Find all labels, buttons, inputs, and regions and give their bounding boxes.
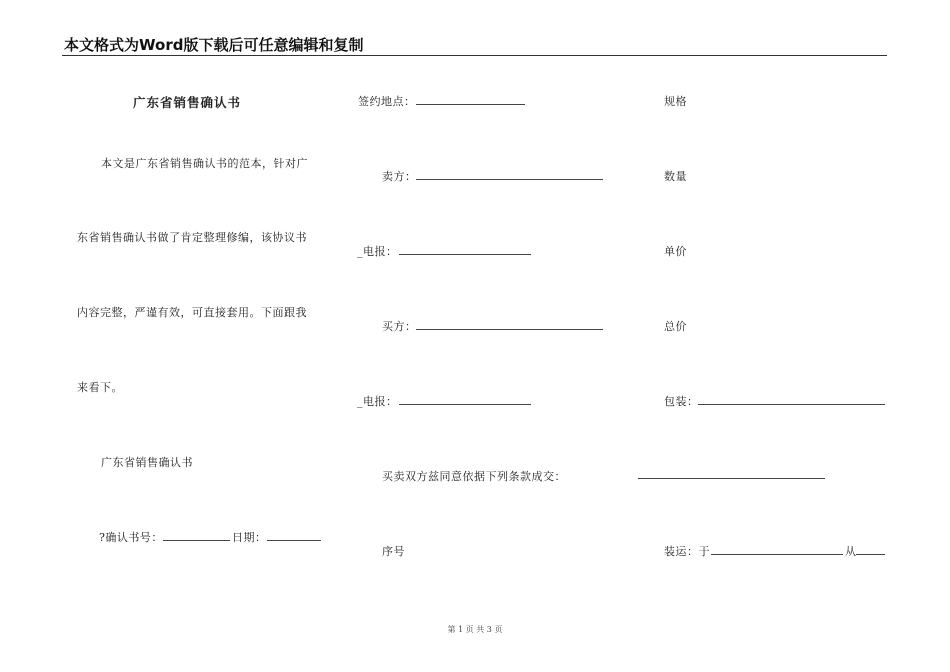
seller-telegram-label: _电报：	[357, 245, 398, 258]
confirm-number-blank	[163, 540, 230, 541]
unit-price-label: 单价	[664, 245, 687, 258]
document-header-title: 本文格式为Word版下载后可任意编辑和复制	[64, 36, 364, 54]
buyer-telegram-label: _电报：	[357, 395, 398, 408]
confirm-number-label: ?确认书号：	[99, 531, 163, 544]
seller-blank	[416, 179, 603, 180]
packing-label: 包装：	[664, 395, 699, 408]
quantity-label: 数量	[664, 170, 687, 183]
buyer-blank	[416, 329, 603, 330]
buyer-telegram-blank	[399, 404, 531, 405]
header-divider	[62, 55, 887, 56]
intro-line-4: 来看下。	[77, 381, 123, 394]
total-price-label: 总价	[664, 320, 687, 333]
intro-line-1: 本文是广东省销售确认书的范本，针对广	[101, 157, 308, 170]
buyer-label: 买方：	[382, 320, 417, 333]
agreement-text: 买卖双方兹同意依据下列条款成交：	[382, 470, 566, 483]
sign-place-blank	[416, 104, 525, 105]
sign-place-label: 签约地点：	[358, 95, 416, 108]
intro-line-2: 东省销售确认书做了肯定整理修编，该协议书	[77, 231, 307, 244]
agreement-blank	[638, 478, 825, 479]
shipment-label: 装运：于	[664, 545, 710, 558]
date-label: 日期：	[232, 531, 267, 544]
date-blank	[267, 540, 321, 541]
shipment-from-blank	[856, 554, 885, 555]
document-title: 广东省销售确认书	[133, 95, 242, 110]
seller-telegram-blank	[399, 254, 531, 255]
seller-label: 卖方：	[382, 170, 417, 183]
serial-number-label: 序号	[382, 545, 405, 558]
intro-line-3: 内容完整，严谨有效，可直接套用。下面跟我	[77, 306, 307, 319]
spec-label: 规格	[664, 95, 687, 108]
page-number: 第 1 页 共 3 页	[447, 625, 503, 634]
packing-blank	[698, 404, 885, 405]
contract-subtitle: 广东省销售确认书	[101, 456, 193, 469]
shipment-from-label: 从	[845, 545, 857, 558]
shipment-time-blank	[711, 554, 843, 555]
